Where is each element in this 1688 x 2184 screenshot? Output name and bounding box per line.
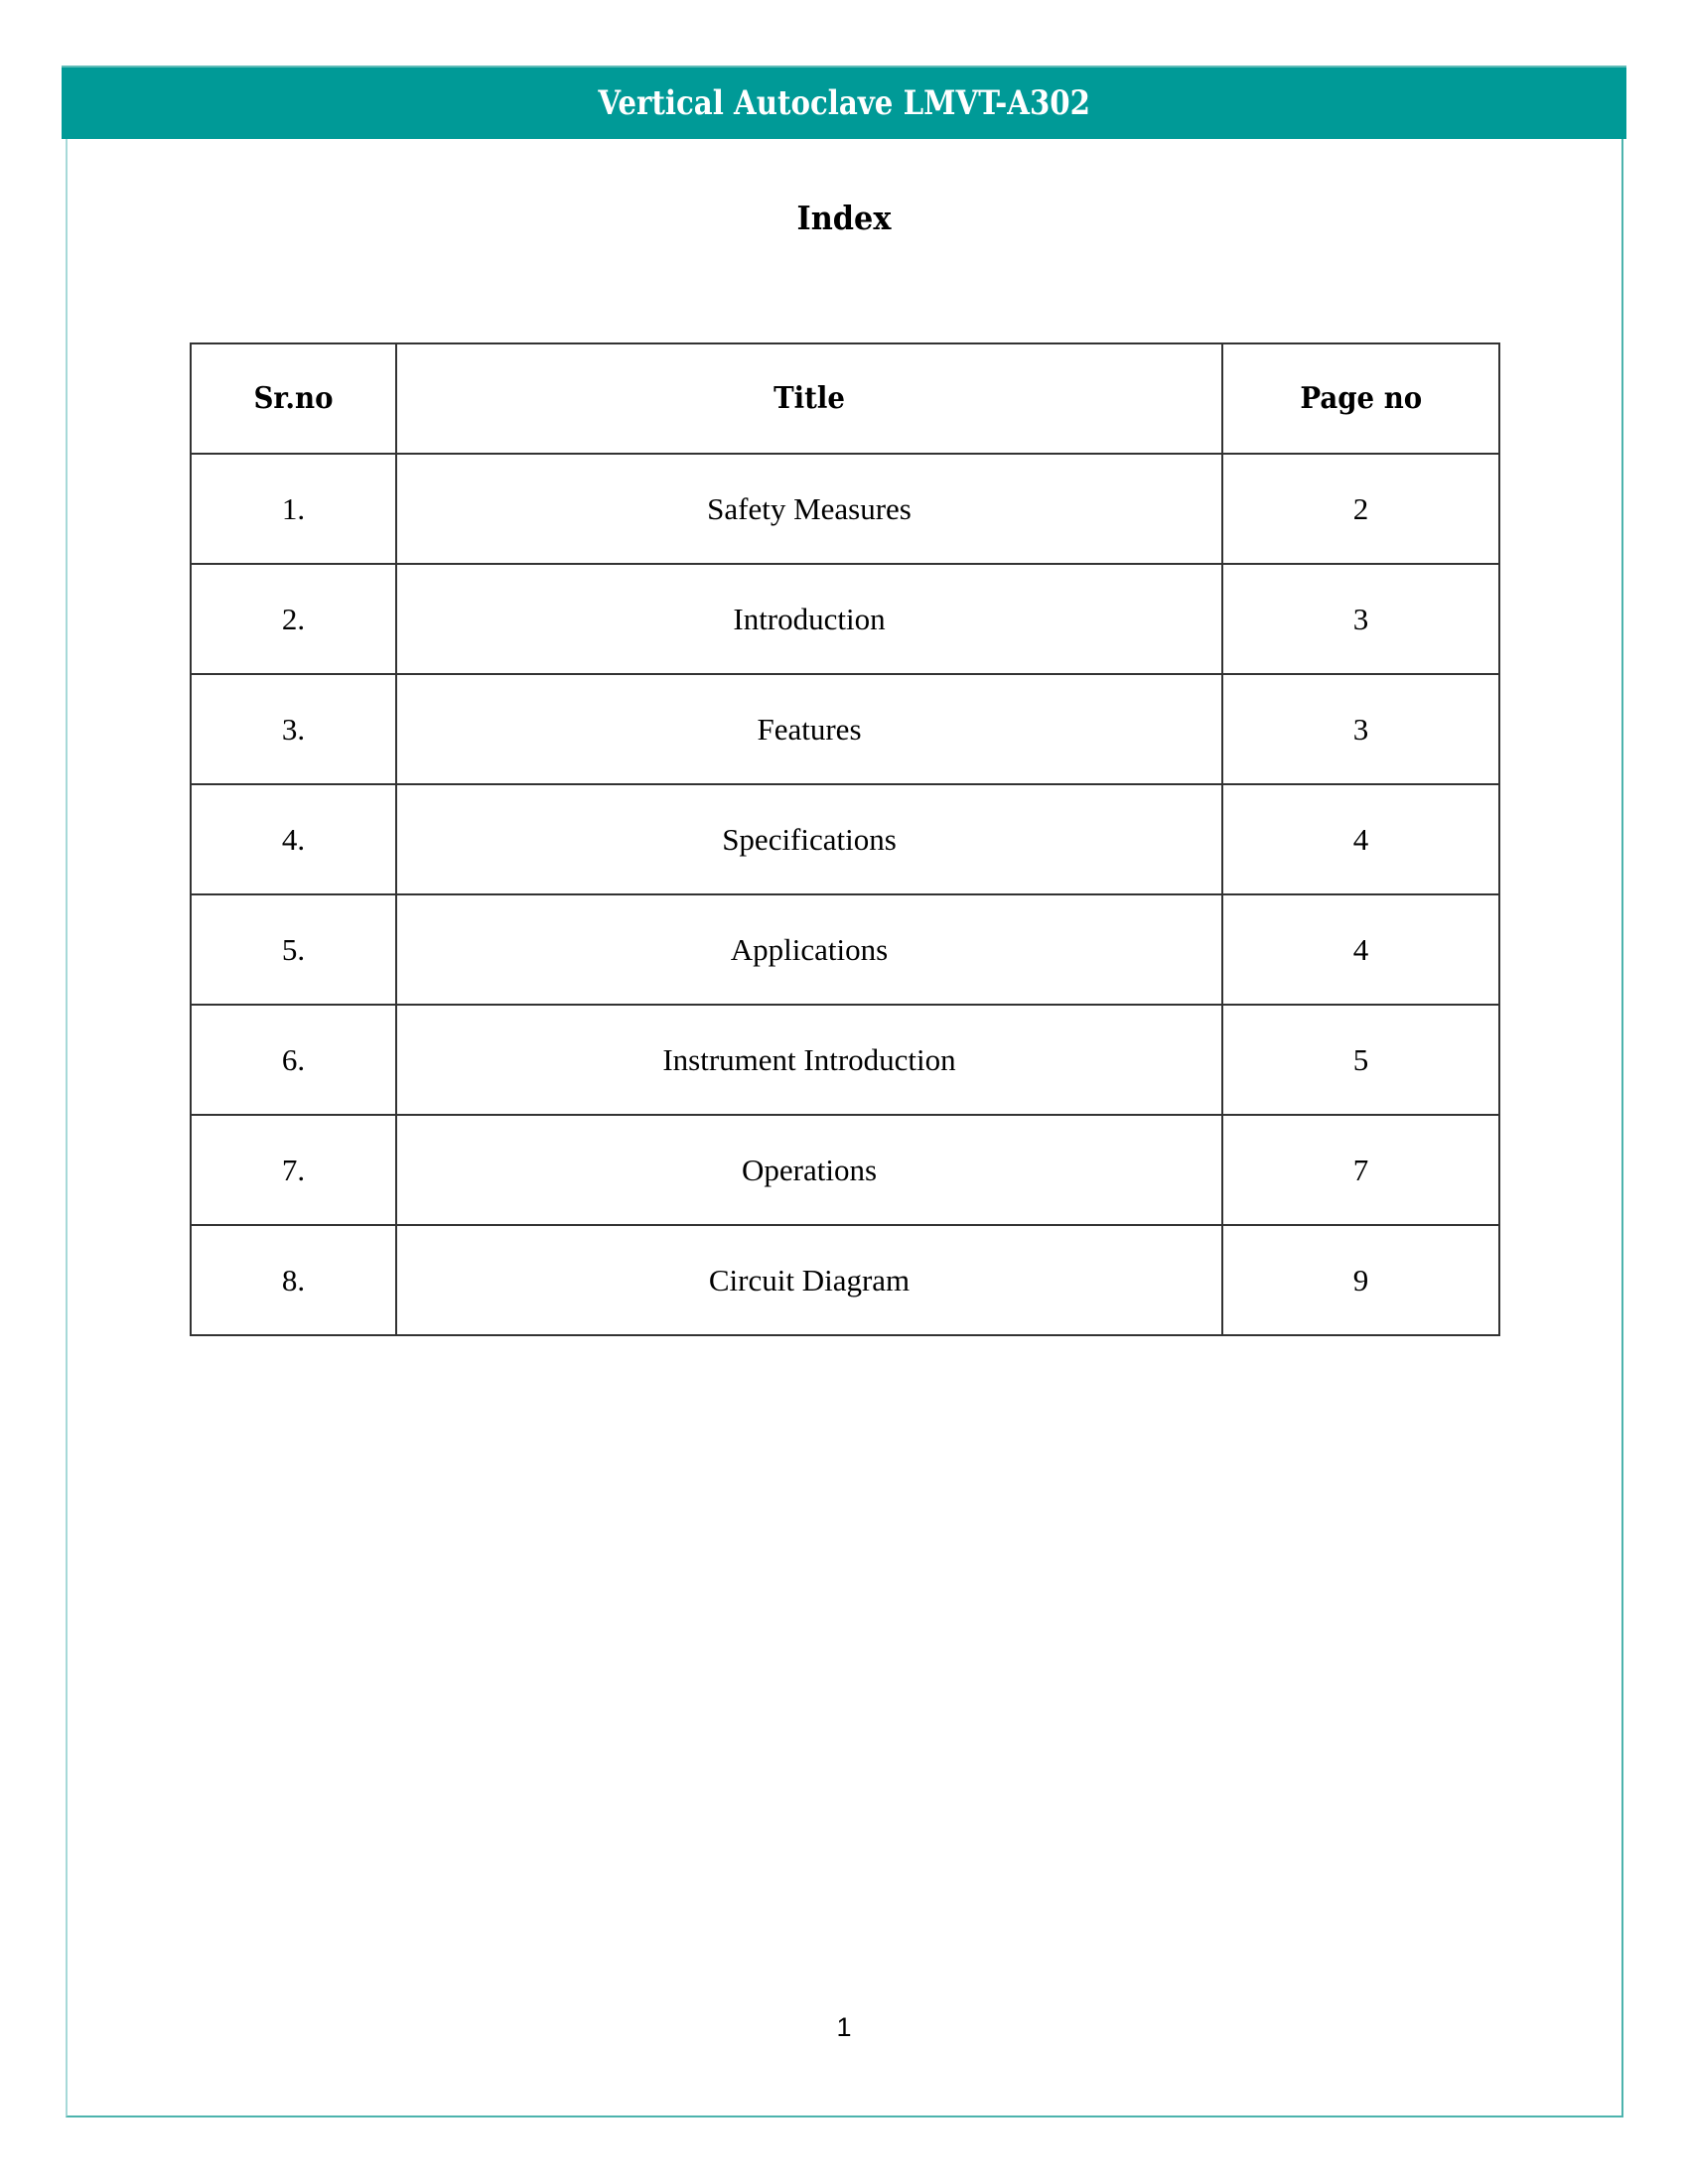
- cell-page: [1222, 784, 1499, 894]
- cell-title: [396, 454, 1222, 564]
- cell-title: [396, 1225, 1222, 1335]
- table-row: [191, 784, 1499, 894]
- cell-srno: [191, 1115, 396, 1225]
- cell-page: [1222, 1225, 1499, 1335]
- srno-text: 8.: [281, 1262, 306, 1297]
- title-text: Safety Measures: [707, 490, 912, 526]
- document-header-bar: [62, 66, 1626, 139]
- column-header-srno: [191, 343, 396, 454]
- table-row: [191, 894, 1499, 1005]
- table-row: [191, 1115, 1499, 1225]
- index-table: [190, 342, 1500, 1336]
- table-row: [191, 564, 1499, 674]
- cell-srno: [191, 894, 396, 1005]
- cell-srno: [191, 674, 396, 784]
- table-row: [191, 1005, 1499, 1115]
- page-text: 3: [1352, 711, 1369, 747]
- cell-srno: [191, 784, 396, 894]
- page-text: 7: [1352, 1152, 1369, 1187]
- column-header-label: Sr.no: [253, 381, 334, 416]
- title-text: Instrument Introduction: [662, 1041, 956, 1077]
- page-text: 4: [1352, 821, 1369, 857]
- srno-text: 4.: [281, 821, 306, 857]
- cell-title: [396, 1115, 1222, 1225]
- title-text: Introduction: [733, 601, 886, 636]
- cell-page: [1222, 1115, 1499, 1225]
- page-text: 3: [1352, 601, 1369, 636]
- cell-title: [396, 1005, 1222, 1115]
- srno-text: 1.: [281, 490, 306, 526]
- page-number: 1: [836, 2012, 852, 2042]
- cell-page: [1222, 564, 1499, 674]
- table-header-row: [191, 343, 1499, 454]
- cell-title: [396, 674, 1222, 784]
- cell-page: [1222, 894, 1499, 1005]
- title-text: Features: [757, 711, 862, 747]
- document-title: Vertical Autoclave LMVT-A302: [598, 83, 1090, 123]
- srno-text: 3.: [281, 711, 306, 747]
- title-text: Applications: [730, 931, 889, 967]
- srno-text: 7.: [281, 1152, 306, 1187]
- table-row: [191, 1225, 1499, 1335]
- column-header-page: [1222, 343, 1499, 454]
- page-text: 5: [1352, 1041, 1369, 1077]
- column-header-label: Page no: [1300, 381, 1422, 416]
- cell-title: [396, 784, 1222, 894]
- page-text: 2: [1352, 490, 1369, 526]
- srno-text: 6.: [281, 1041, 306, 1077]
- cell-srno: [191, 564, 396, 674]
- cell-page: [1222, 454, 1499, 564]
- title-text: Specifications: [722, 821, 897, 857]
- cell-srno: [191, 1225, 396, 1335]
- srno-text: 5.: [281, 931, 306, 967]
- srno-text: 2.: [281, 601, 306, 636]
- cell-title: [396, 564, 1222, 674]
- table-row: [191, 674, 1499, 784]
- cell-title: [396, 894, 1222, 1005]
- column-header-label: Title: [774, 381, 845, 416]
- title-text: Operations: [741, 1152, 878, 1187]
- column-header-title: [396, 343, 1222, 454]
- cell-page: [1222, 1005, 1499, 1115]
- table-row: [191, 454, 1499, 564]
- title-text: Circuit Diagram: [708, 1262, 911, 1297]
- cell-srno: [191, 454, 396, 564]
- page-text: 4: [1352, 931, 1369, 967]
- cell-srno: [191, 1005, 396, 1115]
- page-text: 9: [1352, 1262, 1369, 1297]
- index-heading: Index: [796, 199, 892, 237]
- cell-page: [1222, 674, 1499, 784]
